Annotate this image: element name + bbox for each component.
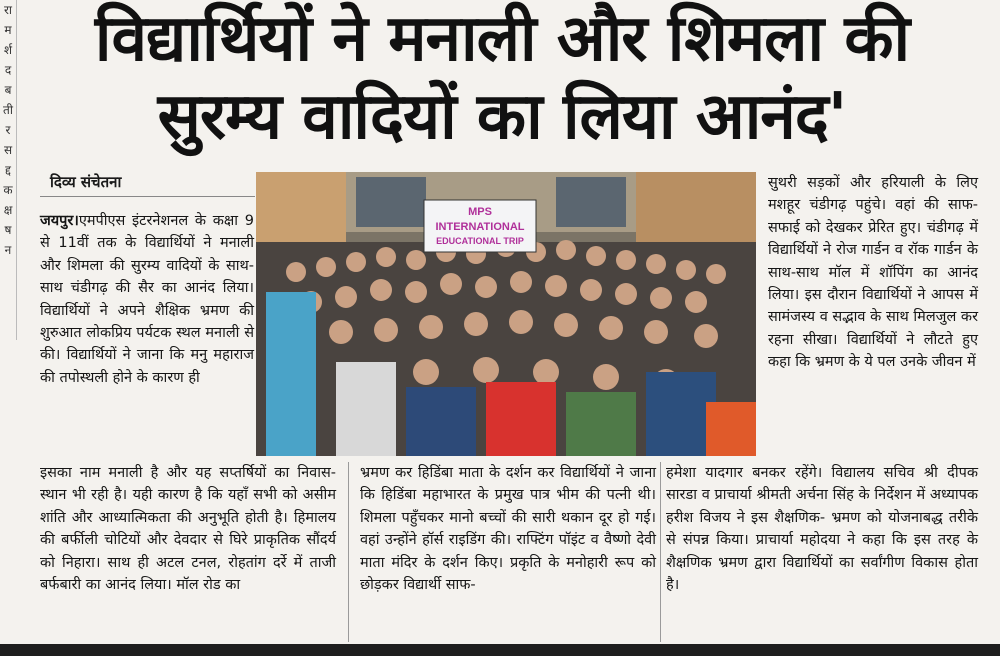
paragraph-text: भ्रमण कर हिडिंबा माता के दर्शन कर विद्यार्थियों ने जाना कि हिडिंबा महाभारत के प्रमुख पात्र भीम की पत्नी थी। शिमला पहुँचकर मानो बच्चों की सारी थकान दूर हो गई। वहां उन्होंने हॉर्स राइडिंग की। राफ्टिंग पॉइंट व वैष्णो देवी माता मंदिर के दर्शन किए। प्रकृति के मनोहारी रूप को छोड़कर विद्यार्थी साफ- — [360, 465, 656, 594]
paragraph-text: एमपीएस इंटरनेशनल के कक्षा 9 से 11वीं तक के विद्यार्थियों ने मनाली और शिमला की सुरम्य वादियों के साथ-साथ चंडीगढ़ की सैर का आनंद लिया। विद्यार्थियों ने अपने शैक्षिक भ्रमण की शुरुआत लोकप्रिय पर्यटक स्थल मनाली से की। विद्यार्थियों ने जाना कि मनु महाराज की तपोस्थली होने के कारण ही — [40, 213, 254, 386]
article-column-3-top — [768, 172, 978, 374]
article-column-1-bottom — [40, 462, 336, 596]
banner-line-3: EDUCATIONAL TRIP — [436, 236, 524, 246]
strip-char: क्ष — [3, 203, 13, 217]
article-column-2 — [360, 462, 656, 596]
group-photo — [256, 172, 756, 456]
strip-char: र — [5, 123, 11, 137]
strip-char: रा — [3, 3, 13, 17]
strip-char: द — [4, 63, 12, 77]
article-column-3-bottom — [666, 462, 978, 596]
headline-line-2: सुरम्य वादियों का लिया आनंद' — [157, 80, 847, 154]
dateline: जयपुर। — [40, 213, 79, 229]
strip-char: म — [4, 23, 12, 37]
trip-banner — [424, 200, 536, 252]
headline — [22, 0, 982, 156]
strip-char: स — [3, 143, 13, 157]
strip-char: ब — [4, 83, 12, 97]
column-divider — [660, 462, 661, 642]
strip-char: क — [3, 183, 13, 197]
group-photo-illustration — [256, 172, 756, 456]
strip-char: ष — [4, 223, 12, 237]
next-headline-fragment — [0, 644, 1000, 656]
byline-divider — [40, 196, 255, 197]
banner-line-2: INTERNATIONAL — [435, 221, 525, 233]
strip-char: ती — [3, 103, 13, 117]
strip-char: द्द — [5, 163, 11, 177]
adjacent-column-fragment — [0, 0, 17, 340]
column-divider — [348, 462, 349, 642]
paragraph-text: इसका नाम मनाली है और यह सप्तर्षियों का निवास- स्थान भी रही है। यही कारण है कि यहाँ सभी को असीम शांति और आध्यात्मिकता की अनुभूति होती है। हिमालय की बर्फीली चोटियों और देवदार से घिरे प्राकृतिक सौंदर्य को निहारा। साथ ही अटल टनल, रोहतांग दर्रे में ताजी बर्फबारी का आनंद लिया। मॉल रोड का — [40, 465, 336, 594]
article-column-1-top — [40, 210, 254, 389]
paragraph-text: सुथरी सड़कों और हरियाली के लिए मशहूर चंडीगढ़ पहुंचे। वहां की साफ-सफाई को देखकर प्रेरित हुए। चंडीगढ़ में विद्यार्थियों ने रोज गार्डन व रॉक गार्डन के साथ-साथ मॉल में शॉपिंग का आनंद लिया। इस दौरान विद्यार्थियों ने आपस में सामंजस्य व सद्भाव के साथ मिलजुल कर रहना सीखा। विद्यार्थियों ने लौटते हुए कहा कि भ्रमण के ये पल उनके जीवन में — [768, 175, 978, 371]
banner-line-1: MPS — [468, 206, 492, 218]
byline: दिव्य संचेतना — [50, 173, 122, 191]
crowd — [256, 237, 756, 456]
strip-char: न — [4, 243, 12, 257]
headline-line-1: विद्यार्थियों ने मनाली और शिमला की — [94, 2, 910, 76]
paragraph-text: हमेशा यादगार बनकर रहेंगे। विद्यालय सचिव श्री दीपक सारडा व प्राचार्या श्रीमती अर्चना सिंह के निर्देशन में अध्यापक हरीश विजय ने इस शैक्षणिक- भ्रमण को योजनाबद्ध तरीके से संपन्न किया। प्राचार्या महोदया ने कहा कि इस तरह के शैक्षणिक भ्रमण द्वारा विद्यार्थियों का सर्वांगीण विकास होता है। — [666, 465, 978, 594]
strip-char: र्श — [3, 43, 13, 57]
paragraph — [40, 210, 254, 389]
